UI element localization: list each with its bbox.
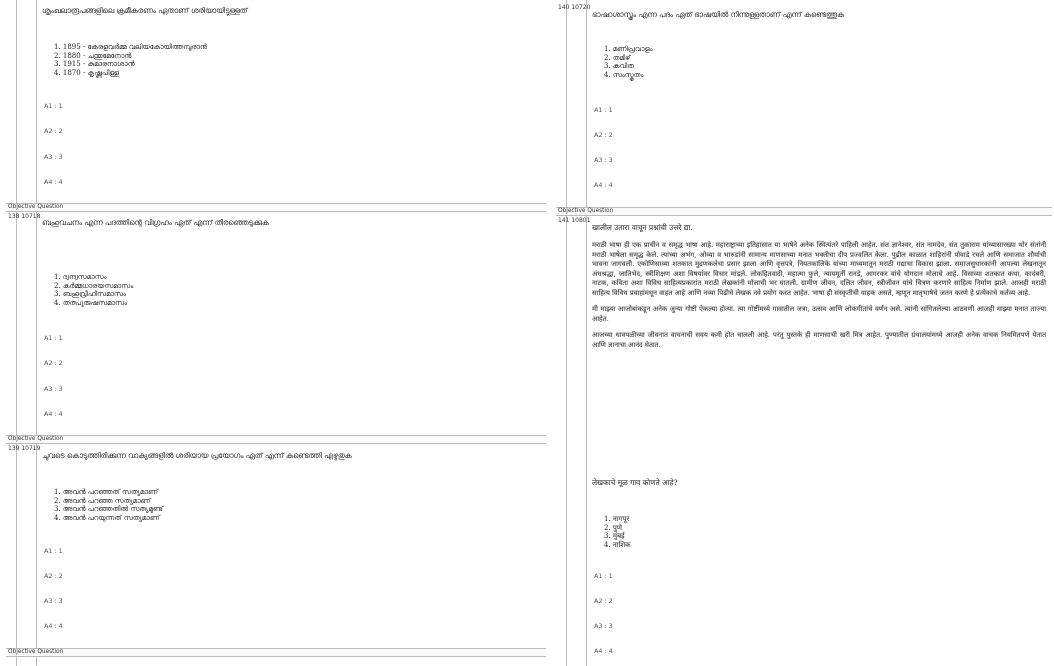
option[interactable]: 3. കവിത bbox=[604, 62, 634, 71]
options-list bbox=[54, 43, 207, 77]
option[interactable]: 1. ദ്വന്ദ്വസമാസം bbox=[54, 273, 107, 281]
option[interactable]: 3. मुंबई bbox=[604, 532, 625, 541]
option[interactable]: 4. 1870 - കൃഷ്ണപിള്ള bbox=[54, 68, 120, 77]
answer-key: A3 : 3 bbox=[44, 153, 63, 161]
answer-key: A3 : 3 bbox=[594, 622, 613, 630]
question-text: लेखकाचे मूळ गाव कोणते आहे? bbox=[592, 478, 678, 487]
options-list bbox=[54, 273, 133, 307]
options-list bbox=[604, 45, 653, 79]
answer-key: A4 : 4 bbox=[594, 647, 613, 655]
option[interactable]: 1. അവൻ പറഞ്ഞത് സത്യമാണ് bbox=[54, 488, 158, 496]
passage-instruction: खालील उतारा वाचून प्रश्नांची उत्तरे द्या. bbox=[592, 223, 693, 232]
question-text: ചുവടെ കൊടുത്തിരിക്കുന്ന വാക്യങ്ങളിൽ ശരിയായ പ്രയോഗം ഏത് എന്ന് കണ്ടെത്തി എഴുതുക bbox=[42, 451, 352, 460]
option[interactable]: 2. 1880 - ചന്തുമേനോൻ bbox=[54, 51, 132, 60]
option[interactable]: 4. नाशिक bbox=[604, 540, 631, 549]
answer-key: A2 : 2 bbox=[594, 131, 613, 139]
section-title: Objective Question bbox=[8, 649, 64, 655]
answer-key: A4 : 4 bbox=[44, 178, 63, 186]
option[interactable]: 4. തത്പുരുഷസമാസം bbox=[54, 298, 128, 307]
question-block bbox=[556, 0, 1052, 206]
question-number: 138 10718 bbox=[8, 213, 41, 220]
answer-key: A3 : 3 bbox=[594, 156, 613, 164]
option[interactable]: 3. 1915 - കുമാരനാശാൻ bbox=[54, 60, 135, 69]
options-list bbox=[54, 488, 163, 522]
option[interactable]: 2. पुणे bbox=[604, 523, 622, 532]
section-title: Objective Question bbox=[558, 208, 614, 214]
question-text: ഭാഷാശാസ്ത്രം എന്ന പദം ഏത് ഭാഷയിൽ നിന്നുള്ളതാണ് എന്ന് കണ്ടെത്തുക bbox=[592, 10, 845, 19]
answer-key: A4 : 4 bbox=[594, 181, 613, 189]
answer-key: A2 : 2 bbox=[44, 572, 63, 580]
question-text: ബഹുവചനം എന്ന പദത്തിന്റെ വിഗ്രഹം ഏത് എന്ന് തിരഞ്ഞെടുക്കുക bbox=[42, 218, 269, 227]
question-block bbox=[6, 0, 546, 204]
option[interactable]: 2. കർമ്മധാരയസമാസം bbox=[54, 281, 134, 290]
passage-paragraph: मराठी भाषा ही एक प्राचीन व समृद्ध भाषा आहे. महाराष्ट्राच्या इतिहासात या भाषेने अनेक स्थित्यंतरे पाहिली आहेत. संत ज्ञानेश्वर, संत नामदेव, संत तुकाराम यांच्यासारख्या थोर संतांनी मराठी भाषेला समृद्ध केले. त्यांच्या अभंग, ओव्या व भारुडांनी सामान्य माणसाच्या मनात भक्तीचा दीप प्रज्वलित केला. पुढील काळात शाहिरांनी पोवाडे रचले आणि समाजात शौर्याची भावना जागवली. एकोणिसाव्या शतकात मुद्रणकलेचा प्रसार झाला आणि वृत्तपत्रे, नियतकालिके यांच्या माध्यमातून मराठी गद्याचा विकास झाला. समाजसुधारकांनी आपल्या लेखनातून अंधश्रद्धा, जातिभेद, स्त्रीशिक्षण अशा विषयांवर विचार मांडले. लोकहितवादी, महात्मा फुले, न्यायमूर्ती रानडे, आगरकर यांचे योगदान मोलाचे आहे. विसाव्या शतकात कथा, कादंबरी, नाटक, कविता अशा विविध साहित्यप्रकारांत मराठी लेखकांनी मोलाची भर घातली. ग्रामीण जीवन, दलित जीवन, स्त्रीजीवन यांचे चित्रण करणारे साहित्य निर्माण झाले. आजही मराठी साहित्य विविध प्रवाहांमधून वाहत आहे आणि नव्या पिढीचे लेखक नवे प्रयोग करत आहेत. भाषा ही संस्कृतीची वाहक असते, म्हणून मातृभाषेचे जतन करणे हे प्रत्येकाचे कर्तव्य आहे. bbox=[592, 241, 1046, 297]
option[interactable]: 2. തമിഴ് bbox=[604, 53, 631, 62]
question-number: 140 10720 bbox=[558, 4, 591, 11]
option[interactable]: 4. സംസ്കൃതം bbox=[604, 70, 644, 79]
question-number: 141 10801 bbox=[558, 217, 591, 224]
option[interactable]: 4. അവൻ പറയുന്നത് സത്യമാണ് bbox=[54, 513, 160, 522]
question-block bbox=[556, 215, 1052, 666]
answer-key: A2 : 2 bbox=[44, 359, 63, 367]
question-block bbox=[6, 443, 546, 648]
section-header bbox=[6, 648, 546, 657]
option[interactable]: 2. അവൻ പറഞ്ഞ സത്യമാണ് bbox=[54, 496, 151, 505]
option[interactable]: 1. 1895 - കേരളവർമ്മ വലിയകോയിത്തമ്പുരാൻ bbox=[54, 43, 207, 51]
answer-key: A1 : 1 bbox=[594, 572, 613, 580]
options-list bbox=[604, 515, 631, 549]
answer-key: A4 : 4 bbox=[44, 622, 63, 630]
answer-key: A3 : 3 bbox=[44, 385, 63, 393]
option[interactable]: 1. മണിപ്രവാളം bbox=[604, 45, 653, 53]
answer-key: A1 : 1 bbox=[44, 102, 63, 110]
option[interactable]: 3. അവൻ പറഞ്ഞതിൽ സത്യമുണ്ട് bbox=[54, 505, 163, 514]
option[interactable]: 3. ബഹുവ്രീഹിസമാസം bbox=[54, 290, 126, 299]
answer-key: A1 : 1 bbox=[594, 106, 613, 114]
passage-paragraph: आजच्या धावपळीच्या जीवनात वाचनाची सवय कमी होत चालली आहे. परंतु पुस्तके ही माणसाची खरी मित्र आहेत. पुण्यातील ग्रंथालयांमध्ये आजही अनेक वाचक नियमितपणे येतात आणि ज्ञानाचा आनंद घेतात. bbox=[592, 331, 1046, 349]
reading-passage bbox=[592, 241, 1046, 357]
answer-key: A1 : 1 bbox=[44, 547, 63, 555]
answer-key: A2 : 2 bbox=[594, 597, 613, 605]
answer-key: A1 : 1 bbox=[44, 334, 63, 342]
question-number: 139 10719 bbox=[8, 445, 41, 452]
option[interactable]: 1. नागपूर bbox=[604, 515, 630, 523]
answer-key: A4 : 4 bbox=[44, 410, 63, 418]
question-text: ശൃംഖലാരൂപങ്ങളിലെ ക്രമീകരണം ഏതാണ് ശരിയായിട്ടുള്ളത് bbox=[42, 6, 248, 15]
question-block bbox=[6, 211, 546, 435]
left-column bbox=[6, 0, 546, 666]
section-title: Objective Question bbox=[8, 204, 64, 210]
answer-key: A3 : 3 bbox=[44, 597, 63, 605]
section-title: Objective Question bbox=[8, 436, 64, 442]
right-column bbox=[556, 0, 1052, 666]
passage-paragraph: मी माझ्या आजोबांकडून अनेक जुन्या गोष्टी ऐकल्या होत्या. त्या गोष्टींमध्ये गावातील जत्रा, उत्सव आणि लोकगीतांचे वर्णन असे. त्यांनी सांगितलेल्या आठवणी आजही माझ्या मनात ताज्या आहेत. bbox=[592, 305, 1046, 323]
answer-key: A2 : 2 bbox=[44, 127, 63, 135]
